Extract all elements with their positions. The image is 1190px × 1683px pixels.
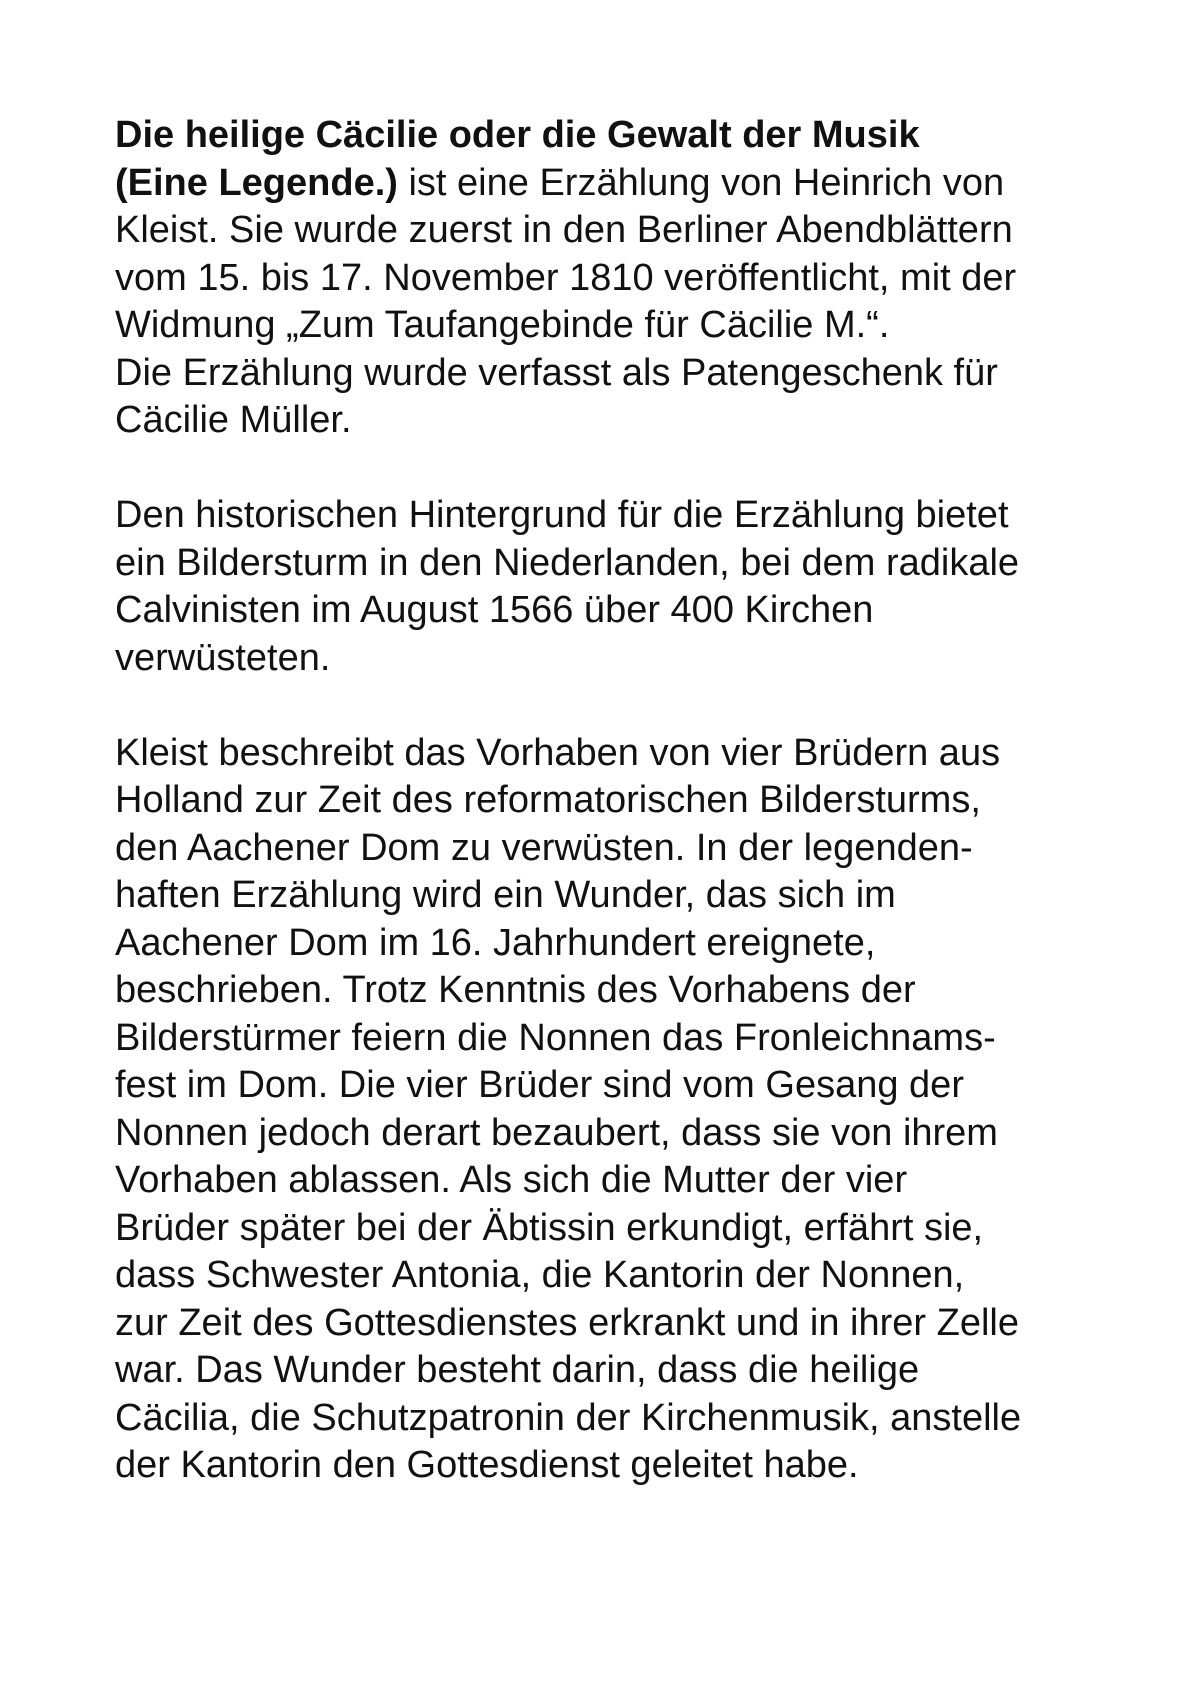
text-line: haften Erzählung wird ein Wunder, das sich im	[115, 874, 896, 916]
document-page	[115, 112, 1105, 1490]
text-line: Nonnen jedoch derart bezaubert, dass sie von ihrem	[115, 1111, 998, 1154]
text-fragment: ist eine Erzählung von Heinrich von	[397, 161, 1005, 204]
paragraph-gap	[115, 445, 1105, 493]
text-line: ein Bildersturm in den Niederlanden, bei dem radikale	[115, 541, 1020, 584]
text-line	[115, 160, 1105, 208]
text-line: Kleist beschreibt das Vorhaben von vier Brüdern aus	[115, 731, 1001, 774]
text-line: der Kantorin den Gottesdienst geleitet habe.	[115, 1444, 859, 1486]
text-line: Kleist. Sie wurde zuerst in den Berliner Abendblättern	[115, 209, 1013, 251]
text-line: Cäcilia, die Schutzpatronin der Kirchenmusik, anstelle	[115, 1396, 1022, 1439]
text-line: fest im Dom. Die vier Brüder sind vom Gesang der	[115, 1064, 964, 1106]
text-line: vom 15. bis 17. November 1810 veröffentlicht, mit der	[115, 256, 1017, 299]
text-line: Aachener Dom im 16. Jahrhundert ereignete,	[115, 921, 876, 964]
text-line: Calvinisten im August 1566 über 400 Kirchen	[115, 589, 874, 631]
text-line: Die Erzählung wurde verfasst als Patengeschenk für	[115, 351, 998, 394]
text-line: Vorhaben ablassen. Als sich die Mutter der vier	[115, 1159, 908, 1201]
text-line: Den historischen Hintergrund für die Erzählung bietet	[115, 494, 1009, 536]
paragraph-gap	[115, 682, 1105, 730]
text-line: Widmung „Zum Taufangebinde für Cäcilie M.“.	[115, 304, 890, 346]
paragraph-plot	[115, 730, 1105, 1490]
text-line: den Aachener Dom zu verwüsten. In der legenden-	[115, 826, 973, 869]
text-line: Cäcilie Müller.	[115, 399, 352, 441]
text-line: Holland zur Zeit des reformatorischen Bildersturms,	[115, 779, 981, 821]
subtitle-label: (Eine Legende.)	[115, 161, 398, 204]
paragraph-intro	[115, 160, 1105, 445]
text-line: verwüsteten.	[115, 636, 331, 679]
document-title: Die heilige Cäcilie oder die Gewalt der Musik	[115, 114, 920, 156]
text-line: war. Das Wunder besteht darin, dass die heilige	[115, 1349, 920, 1391]
text-line: dass Schwester Antonia, die Kantorin der Nonnen,	[115, 1254, 965, 1296]
text-line: zur Zeit des Gottesdienstes erkrankt und in ihrer Zelle	[115, 1301, 1019, 1344]
paragraph-background	[115, 492, 1105, 682]
text-line: beschrieben. Trotz Kenntnis des Vorhabens der	[115, 969, 916, 1011]
text-line: Brüder später bei der Äbtissin erkundigt, erfährt sie,	[115, 1206, 984, 1249]
text-line: Bilderstürmer feiern die Nonnen das Fronleichnams-	[115, 1016, 996, 1059]
